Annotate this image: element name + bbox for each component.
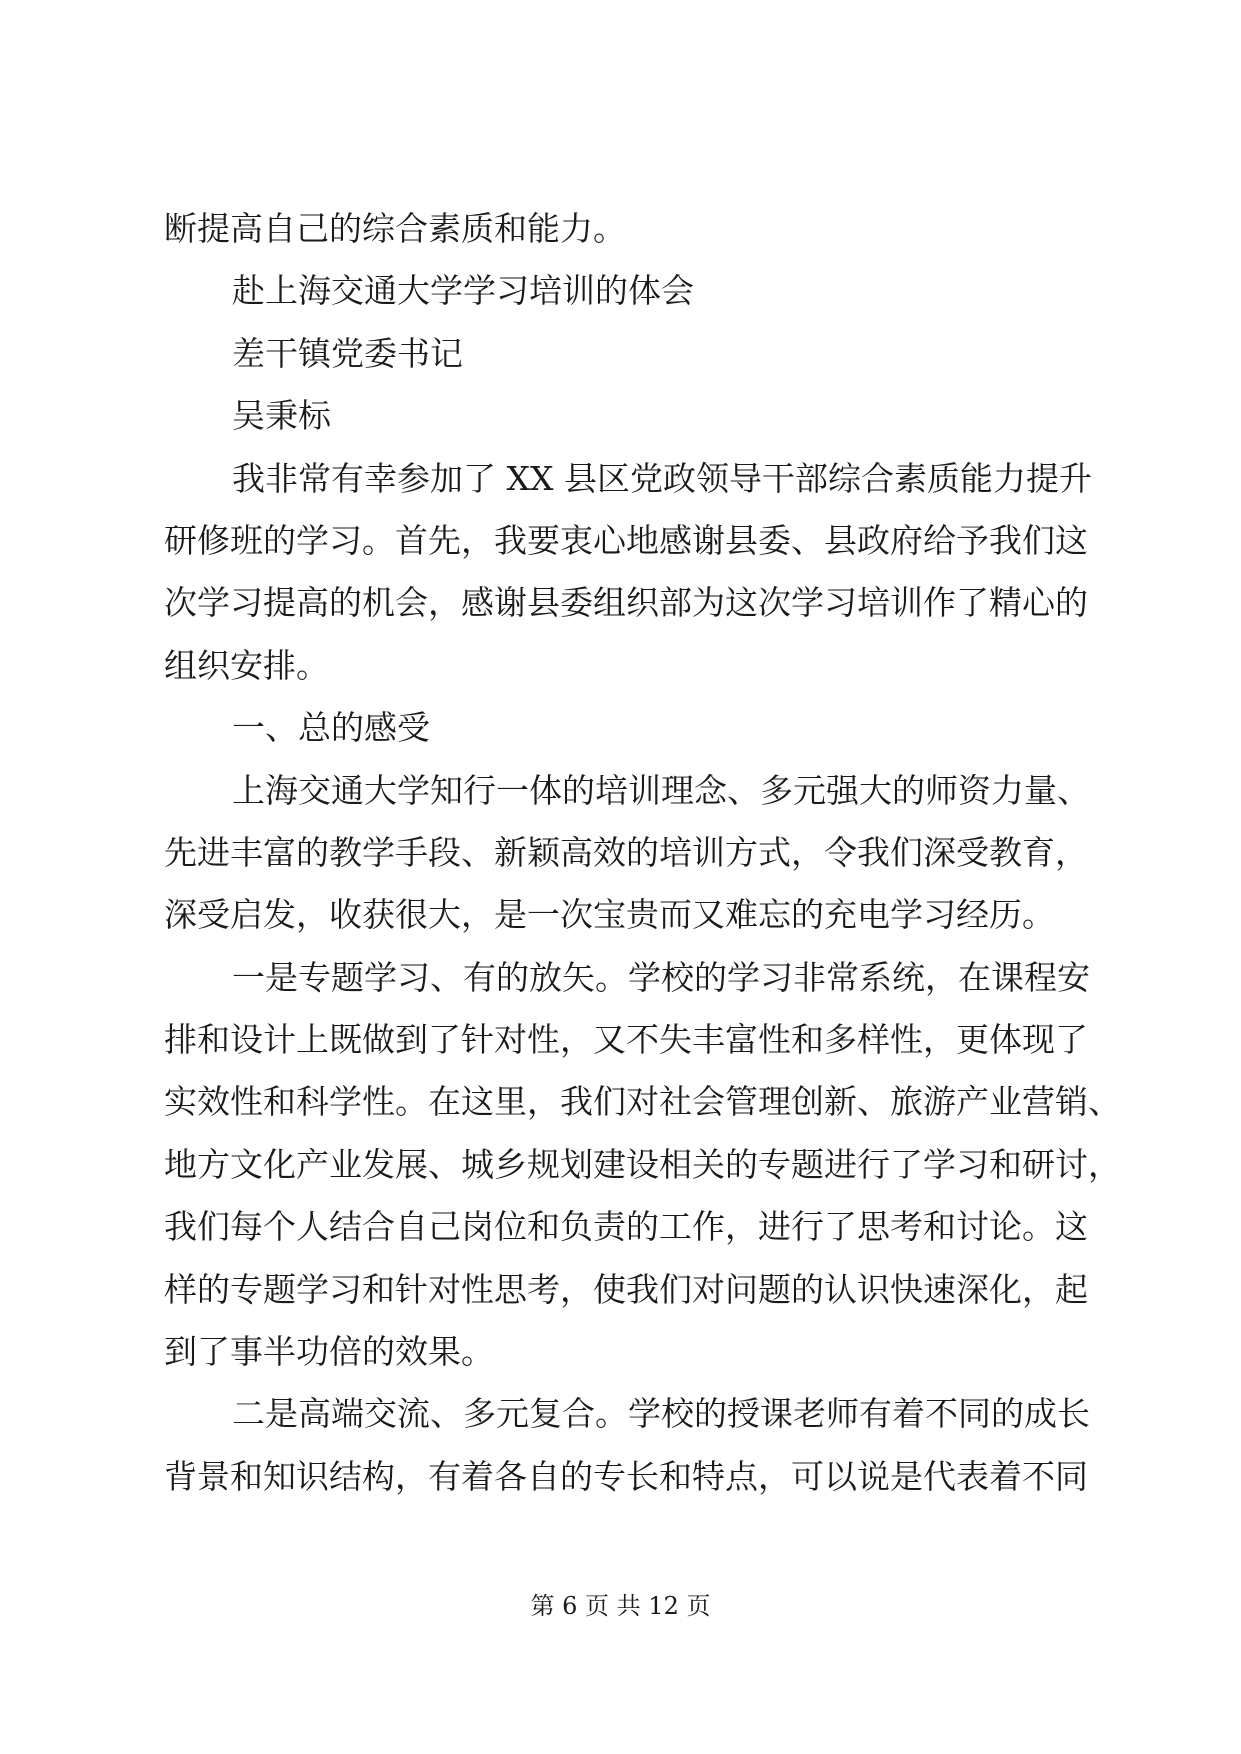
- text-line: 上海交通大学知行一体的培训理念、多元强大的师资力量、: [232, 770, 1090, 810]
- text-line: 次学习提高的机会，感谢县委组织部为这次学习培训作了精心的: [164, 583, 1088, 623]
- text-line: 样的专题学习和针对性思考，使我们对问题的认识快速深化，起: [164, 1269, 1088, 1309]
- text-line: 深受启发，收获很大，是一次宝贵而又难忘的充电学习经历。: [164, 895, 1055, 935]
- document-body: [164, 198, 1121, 1508]
- text-line: 到了事半功倍的效果。: [164, 1332, 494, 1372]
- text-line: 一是专题学习、有的放矢。学校的学习非常系统，在课程安: [232, 957, 1090, 997]
- text-line: 我们每个人结合自己岗位和负责的工作，进行了思考和讨论。这: [164, 1207, 1088, 1247]
- text-line: 先进丰富的教学手段、新颖高效的培训方式，令我们深受教育，: [164, 832, 1088, 872]
- text-line: 一、总的感受: [232, 708, 430, 748]
- text-line: 吴秉标: [232, 396, 331, 436]
- text-line: 背景和知识结构，有着各自的专长和特点，可以说是代表着不同: [164, 1456, 1088, 1496]
- text-line: 差干镇党委书记: [232, 333, 463, 373]
- text-line: 断提高自己的综合素质和能力。: [164, 209, 626, 248]
- text-line: 二是高端交流、多元复合。学校的授课老师有着不同的成长: [232, 1394, 1090, 1434]
- text-line: 赴上海交通大学学习培训的体会: [232, 271, 694, 311]
- text-line: 研修班的学习。首先，我要衷心地感谢县委、县政府给予我们这: [164, 520, 1088, 560]
- text-line: 实效性和科学性。在这里，我们对社会管理创新、旅游产业营销、: [164, 1082, 1121, 1122]
- text-line: 组织安排。: [164, 645, 329, 685]
- text-line: 地方文化产业发展、城乡规划建设相关的专题进行了学习和研讨，: [164, 1144, 1121, 1184]
- page-footer: 第 6 页 共 12 页: [530, 1592, 711, 1620]
- text-line: 我非常有幸参加了 XX 县区党政领导干部综合素质能力提升: [232, 458, 1092, 498]
- text-line: 排和设计上既做到了针对性，又不失丰富性和多样性，更体现了: [164, 1020, 1088, 1060]
